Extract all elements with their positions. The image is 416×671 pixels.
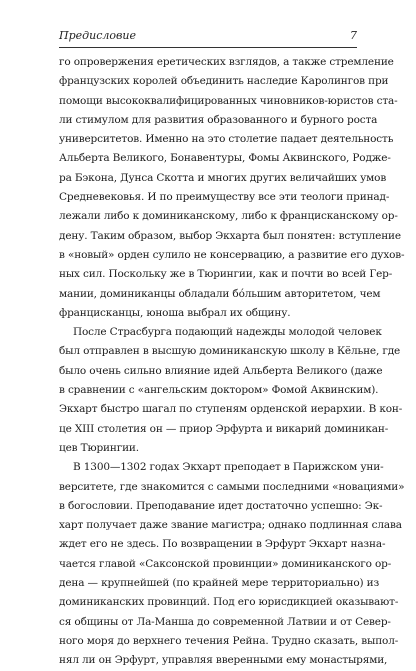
text-line: верситете, где знакомится с самыми последними «новациями» [59, 480, 405, 493]
text-line: ся общины от Ла-Манша до современной Латвии и от Север- [59, 615, 391, 628]
text-line: францисканцы, юноша выбрал их общину. [59, 306, 291, 319]
text-line: дена — крупнейшей (по крайней мере территориально) из [59, 577, 380, 590]
text-line: нял ли он Эрфурт, управляя вверенными ему монастырями, [59, 654, 388, 667]
text-line: це XIII столетия он — приор Эрфурта и викарий доминикан- [59, 422, 389, 435]
text-line: После Страсбурга подающий надежды молодой человек [73, 326, 382, 339]
text-line: помощи высококвалифицированных чиновников-юристов ста- [59, 94, 398, 107]
text-line: доминиканских провинций. Под его юрисдикцией оказывают- [59, 596, 399, 609]
text-line: дену. Таким образом, выбор Экхарта был понятен: вступление [59, 229, 401, 242]
text-line: ра Бэкона, Дунса Скотта и многих других величайших умов [59, 171, 387, 184]
text-line: го опровержения еретических взглядов, а также стремление [59, 56, 394, 68]
page-number: 7 [350, 29, 357, 42]
text-line: цев Тюрингии. [59, 441, 139, 454]
text-line: был отправлен в высшую доминиканскую школу в Кёльне, где [59, 345, 401, 358]
text-line: чается главой «Саксонской провинции» доминиканского ор- [59, 557, 392, 570]
text-line: ных сил. Поскольку же в Тюрингии, как и почти во всей Гер- [59, 268, 393, 281]
text-line: лежали либо к доминиканскому, либо к францисканскому ор- [59, 210, 398, 223]
text-line: в «новый» орден сулило не консервацию, а развитие его духов- [59, 248, 405, 261]
text-line: Альберта Великого, Бонавентуры, Фомы Аквинского, Родже- [59, 152, 391, 165]
text-line: ли стимулом для развития образованного и бурного роста [59, 113, 378, 126]
text-line: ждет его не здесь. По возвращении в Эрфурт Экхарт назна- [59, 538, 386, 551]
text-line: французских королей объединить наследие Каролингов при [59, 75, 389, 88]
page-header [59, 29, 357, 45]
text-line: харт получает даже звание магистра; однако подлинная слава [59, 519, 402, 532]
text-line: мании, доминиканцы обладали бо́льшим авторитетом, чем [59, 287, 381, 300]
text-line: Экхарт быстро шагал по ступеням орденской иерархии. В кон- [59, 403, 403, 416]
header-rule [59, 47, 357, 48]
text-line: университетов. Именно на это столетие падает деятельность [59, 133, 394, 146]
body-text [59, 53, 405, 671]
text-line: в сравнении с «ангельским доктором» Фомой Аквинским). [59, 384, 379, 397]
running-title: Предисловие [59, 29, 136, 42]
text-line: Средневековья. И по преимуществу все эти теологи принад- [59, 191, 390, 204]
text-line: ного моря до верхнего течения Рейна. Трудно сказать, выпол- [59, 634, 399, 647]
text-line: В 1300—1302 годах Экхарт преподает в Парижском уни- [73, 461, 384, 474]
text-line: было очень сильно влияние идей Альберта Великого (даже [59, 364, 383, 377]
text-line: в богословии. Преподавание идет достаточно успешно: Эк- [59, 499, 383, 512]
